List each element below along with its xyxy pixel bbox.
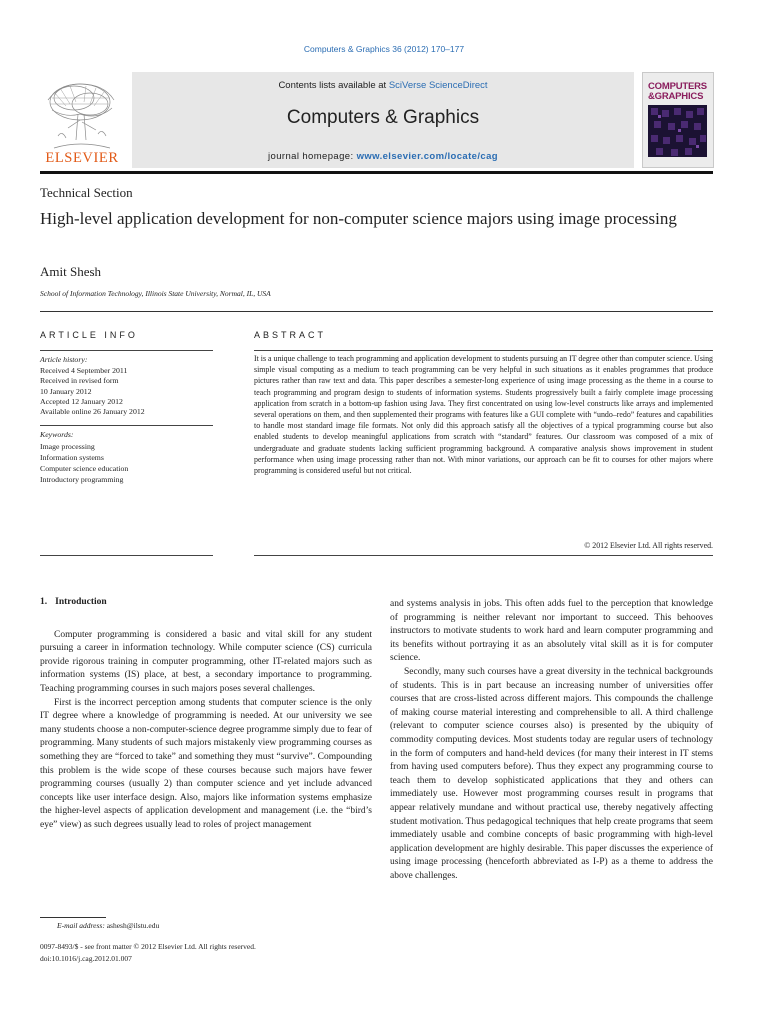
section-number: 1. (40, 597, 48, 607)
keyword[interactable]: Image processing (40, 442, 95, 451)
header-divider (40, 311, 713, 312)
doi-link[interactable]: doi:10.1016/j.cag.2012.01.007 (40, 954, 132, 963)
history-item: Accepted 12 January 2012 (40, 396, 123, 406)
sciencedirect-link[interactable]: SciVerse ScienceDirect (388, 80, 488, 91)
cover-title (648, 82, 708, 102)
section-heading (40, 596, 372, 610)
body-right-column (390, 598, 713, 883)
history-item: Received 4 September 2011 (40, 366, 128, 375)
article-info-heading: ARTICLE INFO (40, 330, 138, 340)
body-paragraph: Computer programming is considered a basic and vital skill for any student pursuing a career in information technology. While computer science (CS) curricula provide rigorous training in computer programming, other IT-related majors such as information systems (IS) place, at best, a secondary importance to programming. Teaching programming courses in such majors poses several challenges. (40, 629, 372, 694)
author-name[interactable]: Amit Shesh (40, 264, 102, 279)
cover-title-line1: COMPUTERS (648, 81, 707, 92)
issn-line: 0097-8493/$ - see front matter © 2012 Elsevier Ltd. All rights reserved. (40, 942, 256, 951)
history-item: 10 January 2012 (40, 386, 92, 396)
keyword[interactable]: Computer science education (40, 464, 129, 473)
keyword[interactable]: Introductory programming (40, 475, 124, 484)
history-item: Available online 26 January 2012 (40, 407, 145, 417)
body-paragraph: First is the incorrect perception among students that computer science is the only IT degree where a knowledge of programming is needed. At our university we see many students choose a non-computer-science degree programme simply due to fear of programming. Many students of such majors mistakenly view programming courses as something they are “forced to take” and something they must “survive”. Compounding this problem is the wide scope of these courses because such majors have fewer programming courses (usually 2) than computer science and yet include advanced concepts like user interface design. Also, majors like information systems emphasize the higher-level aspects of application development and management (i.e. the “bird’s eye” view) as such degrees usually lead to roles of project management (40, 697, 372, 830)
masthead-rule (40, 171, 713, 174)
keywords-list (40, 441, 128, 485)
author-affiliation: School of Information Technology, Illinois State University, Normal, IL, USA (40, 289, 271, 298)
keywords-label: Keywords: (40, 430, 74, 439)
body-paragraph: Secondly, many such courses have a great diversity in the technical backgrounds of students. This is in part because an increasing number of universities offer courses that are cross-listed across different majors. This compounds the challenge of making course material interesting and comprehensible to all. A third challenge (relevant to computer science courses also) is presented by the ubiquity of commodity computing devices. Most students today are regular users of technology in the form of computers and hand-held devices (for many their interest in IT stems from having used computers before). Thus they expect any programming course to teach them to develop sophisticated applications that they and others can immediately use. However most programming courses result in programs that appear relatively mundane and without practical use, thereby negatively affecting student motivation. Thus pedagogical techniques that help create programs that seem immediately usable and combine concepts of basic programming with high-level application development are highly desirable. This paper discusses the experience of using image processing (henceforth abbreviated as I-P) as a theme to address the above challenges. (390, 666, 713, 881)
article-title: High-level application development for non-computer science majors using image processing (40, 209, 677, 228)
email-footnote (40, 921, 159, 930)
elsevier-wordmark: ELSEVIER (45, 150, 119, 166)
cover-art (648, 105, 707, 157)
section-label: Technical Section (40, 185, 133, 200)
contents-line (132, 80, 634, 91)
footnote-rule (40, 917, 106, 918)
homepage-link[interactable]: www.elsevier.com/locate/cag (356, 151, 498, 162)
history-item: Received in revised form (40, 376, 119, 386)
article-info-bottom-rule (40, 555, 213, 556)
abstract-bottom-rule (254, 555, 713, 556)
journal-title: Computers & Graphics (286, 107, 480, 128)
contents-prefix: Contents lists available at (278, 80, 389, 91)
homepage-line (132, 151, 634, 162)
history-label: Article history: (40, 355, 88, 364)
journal-citation[interactable]: Computers & Graphics 36 (2012) 170–177 (303, 44, 465, 54)
keywords-rule (40, 425, 213, 426)
abstract-text: It is a unique challenge to teach programming and application development to students pursuing an IT degree other than computer science. Using simple visual computing as a medium to teach programming can be very helpful in such situations as it enables programmes that produce pictures rather than raw text and data. This paper describes a semester-long experience of using image processing as the theme in a course to teach programming and program design to students of information systems. Students progressively built a fairly complete image processing application from scratch in a bottom-up fashion using Java. They first concentrated on using low-level constructs like arrays and implemented several operations on them, and then supplemented their programs with features like a GUI complete with “undo–redo” features and capabilities to handle most standard image file formats. Not only did this approach satisfy all the objectives of a typical programming course but also enabled students to develop meaningful applications from scratch with “standard” features. Our classroom was composed of a mix of undergraduate and graduate students lacking sufficient programming background. A comparative analysis shows improvement in student performance when using image processing rather than not. With minor variations, our approach can be fit to courses for other majors where programming is considered useful but not critical. (254, 354, 713, 476)
homepage-prefix: journal homepage: (268, 151, 357, 162)
body-left-column (40, 596, 372, 833)
article-info-rule (40, 350, 213, 351)
history-list (40, 366, 145, 417)
cover-title-line2: &GRAPHICS (648, 91, 704, 102)
body-paragraph-continued: and systems analysis in jobs. This often adds fuel to the perception that knowledge of programming is neither relevant nor important to succeed. This behooves instructors to motivate students to work hard and learn computer programming and its benefits without portraying it as an absolutely vital skill as it is for computer science. (390, 599, 713, 664)
abstract-rule (254, 350, 713, 351)
email-label: E-mail address: (57, 921, 105, 930)
email-link[interactable]: ashesh@ilstu.edu (106, 921, 160, 930)
section-title: Introduction (55, 597, 107, 607)
abstract-heading: ABSTRACT (254, 330, 327, 340)
copyright-notice: © 2012 Elsevier Ltd. All rights reserved. (584, 541, 713, 550)
keyword[interactable]: Information systems (40, 453, 104, 462)
